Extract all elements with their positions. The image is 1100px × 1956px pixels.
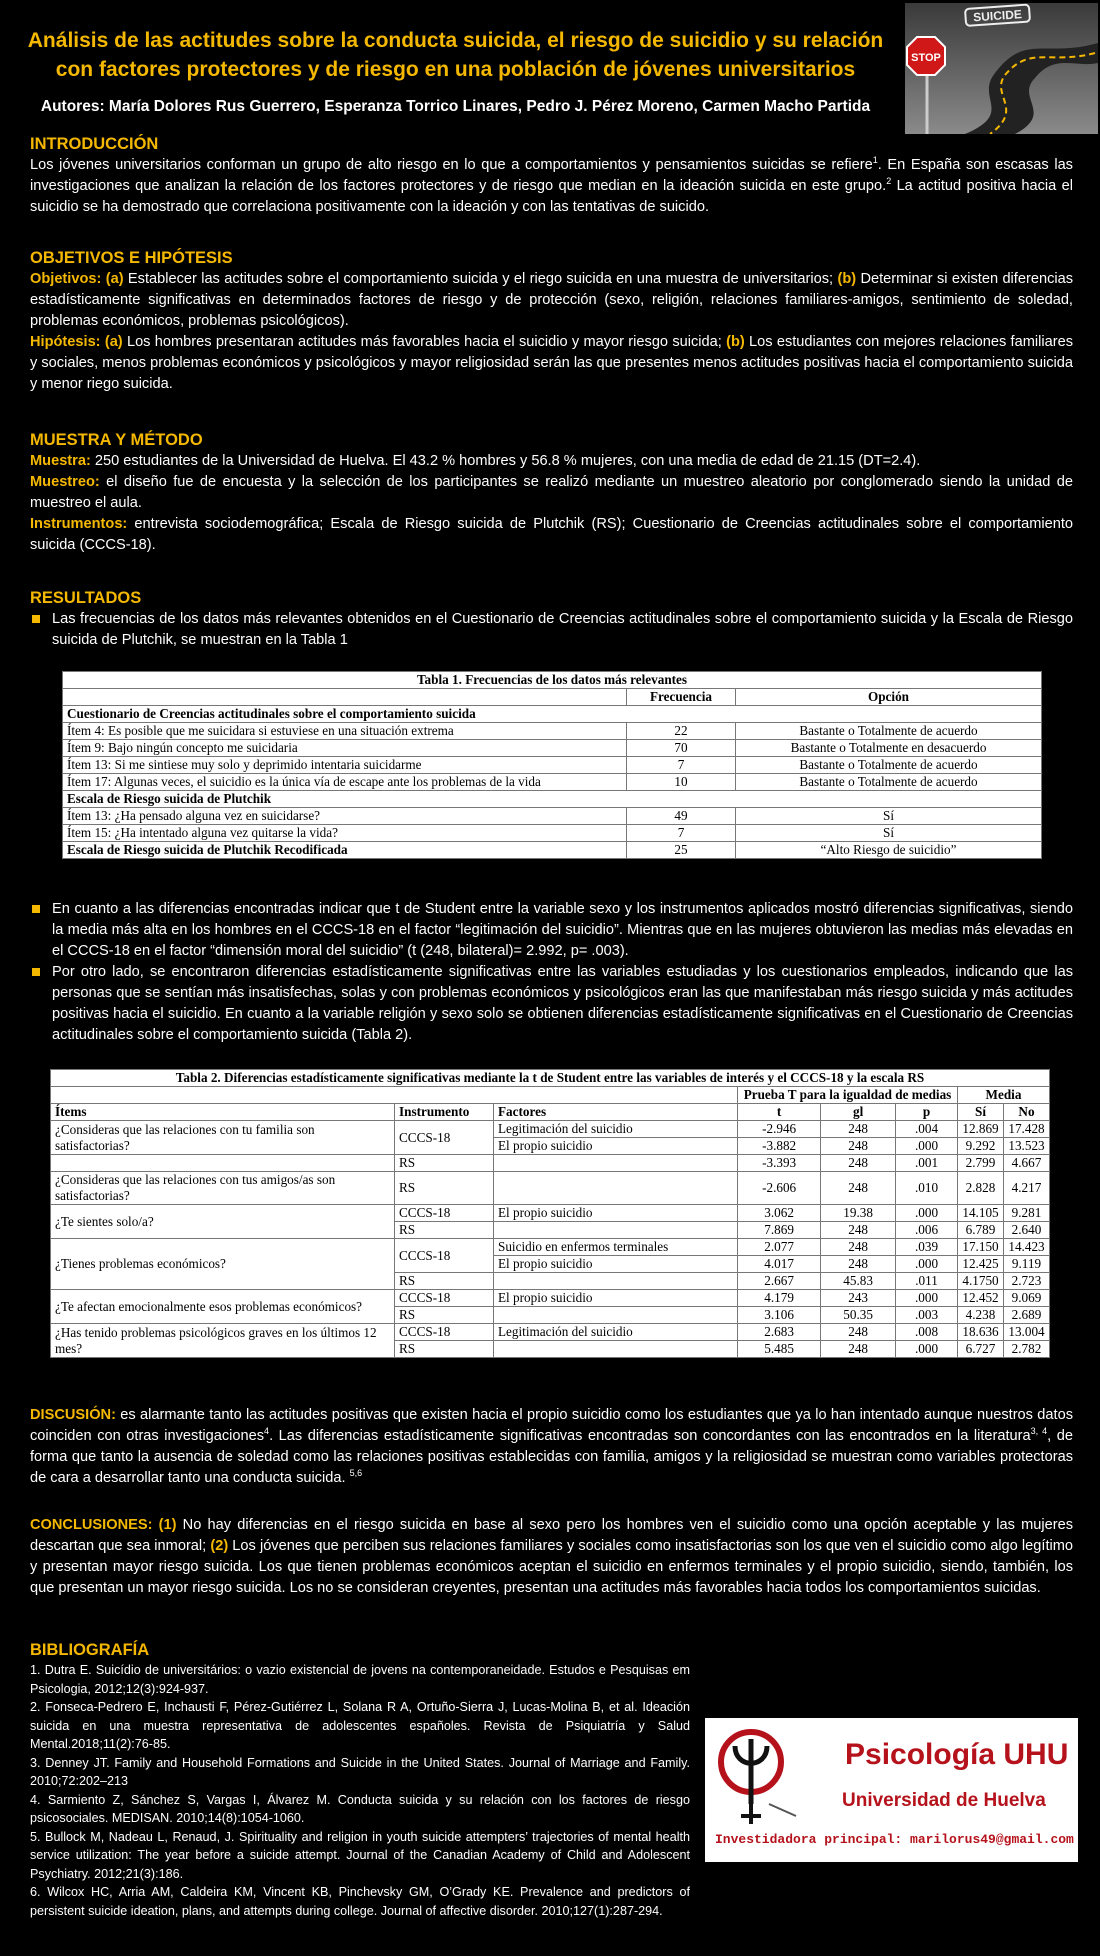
table-row: El propio suicidio 4.017 248 .000 12.425 9.119	[51, 1256, 1050, 1273]
method-heading: MUESTRA Y MÉTODO	[30, 431, 203, 449]
discussion-text: DISCUSIÓN: es alarmante tanto las actitudes positivas que existen hacia el propio suicidio como los estudiantes que ya lo han intentado aunque nuestros datos coinciden con otras investigaciones$^4$. Las diferencias estadísticamente significativas encontradas son concordantes con las encontrados en la literatura$^{3, 4}$, de forma que tanto la ausencia de soledad como las relaciones positivas establecidas con familia, amigos y la religiosidad se muestran como variables protectoras de cara a desarrollar tanto una conducta suicida. $^{5,6}$	[30, 1407, 1073, 1486]
table-row: Ítem 13: Si me sintiese muy solo y deprimido intentaria suicidarme 7 Bastante o Totalmente de acuerdo	[63, 757, 1042, 774]
table-row: ¿Has tenido problemas psicológicos graves en los últimos 12 mes? CCCS-18 Legitimación del suicidio 2.683 248 .008 18.636 13.004	[51, 1324, 1050, 1341]
table-row: RS 3.106 50.35 .003 4.238 2.689	[51, 1307, 1050, 1324]
intro-section	[30, 133, 1073, 218]
results-more	[30, 899, 1073, 1046]
logo-name: Psicología UHU	[845, 1738, 1069, 1771]
bibliography-ref: 3. Denney JT. Family and Household Formations and Suicide in the United States. Journal of Marriage and Family. 2010;72:202–213	[30, 1755, 690, 1788]
table-row: ¿Consideras que las relaciones con tus amigos/as son satisfactorias? RS -2.606 248 .010 2.828 4.217	[51, 1172, 1050, 1205]
objectives-section	[30, 247, 1073, 395]
table-row: RS 7.869 248 .006 6.789 2.640	[51, 1222, 1050, 1239]
table-1: Tabla 1. Frecuencias de los datos más relevantes Frecuencia Opción Cuestionario de Creencias actitudinales sobre el comportamiento suicida Ítem 4: Es posible que me suicidara si estuviese en una situación extrema 22 Bastante o Totalmente de acuerdo Ítem 9: Bajo ningún concepto me suicidaria 70 Bastante o Totalmente en desacuerdo Ítem 13: Si me sintiese muy solo y deprimido intentaria suicidarme 7 Bastante o Totalmente de acuerdo Ítem 17: Algunas veces, el suicidio es la única vía de escape ante los problemas de la vida 10 Bastante o Totalmente de acuerdo Escala de Riesgo suicida de Plutchik Ítem 13: ¿Ha pensado alguna vez en suicidarse? 49 Sí Ítem 15: ¿Ha intentado alguna vez quitarse la vida? 7 Sí Escala de Riesgo suicida de Plutchik Recodificada 25 “Alto Riesgo de suicidio”	[62, 671, 1042, 859]
bibliography-heading: BIBLIOGRAFÍA	[30, 1641, 150, 1659]
objectives-text: Objetivos: (a) Establecer las actitudes sobre el comportamiento suicida y el riego suicida en una muestra de universitarios; (b) Determinar si existen diferencias estadísticamente significativas en determinados factores de riesgo y de protección (sexo, religión, relaciones familiares-amigos, sentimiento de soledad, problemas económicos, problemas psicológicos).	[30, 271, 1074, 329]
table-2: Tabla 2. Diferencias estadísticamente significativas mediante la t de Student entre las variables de interés y el CCCS-18 y la escala RS Prueba T para la igualdad de medias Media Ítems Instrumento Factores t gl p Sí No ¿Consideras que las relaciones con tu familia son satisfactorias? CCCS-18 Legitimación del suicidio -2.946 248 .004 12.869 17.428 El propio suicidio -3.882 248 .000 9.292 13.523 RS -3.393 248 .001 2.799 4.667 ¿Consideras que las relaciones con tus amigos/as son satisfactorias? RS -2.606 248 .010 2.828 4.217 ¿Te sientes solo/a? CCCS-18 El propio suicidio 3.062 19.38 .000 14.105 9.281 RS 7.869 248 .006 6.789 2.640 ¿Tienes problemas económicos? CCCS-18 Suicidio en enfermos terminales 2.077 248 .039 17.150 14.423 El propio suicidio 4.017 248 .000 12.425 9.119 RS 2.667 45.83 .011 4.1750 2.723 ¿Te afectan emocionalmente esos problemas económicos? CCCS-18 El propio suicidio 4.179 243 .000 12.452 9.069 RS 3.106 50.35 .003 4.238 2.689 ¿Has tenido problemas psicológicos graves en los últimos 12 mes? CCCS-18 Legitimación del suicidio 2.683 248 .008 18.636 13.004 RS 5.485 248 .000 6.727 2.782	[50, 1069, 1050, 1358]
suicide-sign-text: SUICIDE	[972, 7, 1023, 25]
table-row: ¿Te afectan emocionalmente esos problemas económicos? CCCS-18 El propio suicidio 4.179 243 .000 12.452 9.069	[51, 1290, 1050, 1307]
conclusions-text: CONCLUSIONES: (1) No hay diferencias en el riesgo suicida en base al sexo pero los hombres ven el suicidio como una opción aceptable y las mujeres descartan que sea inmoral; (2) Los jóvenes que perciben sus relaciones familiares y sociales como insatisfactorias son los que ven el suicidio como algo legítimo y presentan mayor riesgo suicida. Los que tienen problemas económicos aceptan el suicidio en enfermos terminales y el propio suicidio, siendo, también, los que presentan un mayor riesgo suicida. Los no se consideran creyentes, presentan una actitudes más favorables hacia todos los comportamientos suicidas.	[30, 1517, 1074, 1596]
psi-symbol-icon	[711, 1724, 801, 1834]
discussion-section	[30, 1405, 1073, 1489]
suicide-road-image	[905, 3, 1098, 134]
bibliography-ref: 4. Sarmiento Z, Sánchez S, Vargas I, Álvarez M. Conducta suicida y su relación con los factores de riesgo psicosociales. MEDISAN. 2010;14(8):1054-1060.	[30, 1792, 690, 1825]
psicologia-uhu-logo	[705, 1718, 1078, 1862]
bibliography-ref: 6. Wilcox HC, Arria AM, Caldeira KM, Vincent KB, Pinchevsky GM, O’Grady KE. Prevalence and predictors of persistent suicide ideation, plans, and attempts during college. Journal of affective disorder. 2010;127(1):287-294.	[30, 1885, 690, 1918]
stop-sign-text: STOP	[911, 52, 941, 64]
instruments-text: Instrumentos: entrevista sociodemográfica; Escala de Riesgo suicida de Plutchik (RS); Cuestionario de Creencias actitudinales sobre el comportamiento suicida (CCCS-18).	[30, 516, 1073, 553]
table-1-caption: Tabla 1. Frecuencias de los datos más relevantes	[63, 672, 1042, 689]
bibliography-ref: 5. Bullock M, Nadeau L, Renaud, J. Spirituality and religion in youth suicide attempters’ trajectories of mental health service utilization: The year before a suicide attempt. Journal of the Canadian Academy of Child and Adolescent Psychiatry. 2012;21(3):186.	[30, 1829, 690, 1881]
hypothesis-text: Hipótesis: (a) Los hombres presentaran actitudes más favorables hacia el suicidio y mayor riesgo suicida; (b) Los estudiantes con mejores relaciones familiares y sociales, menos problemas económicos y psicológicos y mayor religiosidad serán las que presentes menos actitudes positivas hacia el comportamiento suicida y menor riego suicida.	[30, 334, 1073, 392]
intro-heading: INTRODUCCIÓN	[30, 135, 159, 153]
sample-text: Muestra: 250 estudiantes de la Universidad de Huelva. El 43.2 % hombres y 56.8 % mujeres, con una media de edad de 21.15 (DT=2.4).	[30, 453, 921, 469]
results-heading: RESULTADOS	[30, 589, 142, 607]
table-row: Escala de Riesgo suicida de Plutchik Recodificada 25 “Alto Riesgo de suicidio”	[63, 842, 1042, 859]
results-bullet-3: Por otro lado, se encontraron diferencias estadísticamente significativas entre las variables estudiadas y los cuestionarios empleados, indicando que las personas que se sentían más insatisfechas, solas y con problemas económicos y psicológicos eran las que manifestaban más riesgo suicida y más actitudes positivas hacia el suicidio. En cuanto a la variable religión y sexo solo se obtienen diferencias estadísticamente significativas en el Cuestionario de Creencias actitudinales sobre el comportamiento suicida (Tabla 2).	[30, 962, 1073, 1046]
results-bullet-2: En cuanto a las diferencias encontradas indicar que t de Student entre la variable sexo y los instrumentos aplicados mostró diferencias significativas, siendo la media más alta en los hombres en el CCCS-18 en el factor “legitimación del suicidio”. Mientras que en las mujeres obtuvieron las medias más elevadas en el CCCS-18 en el factor “dimensión moral del suicidio” (t (248, bilateral)= 2.992, p= .003).	[30, 899, 1073, 962]
table-2-caption: Tabla 2. Diferencias estadísticamente significativas mediante la t de Student entre las variables de interés y el CCCS-18 y la escala RS	[51, 1070, 1050, 1087]
table-row: ¿Consideras que las relaciones con tu familia son satisfactorias? CCCS-18 Legitimación del suicidio -2.946 248 .004 12.869 17.428	[51, 1121, 1050, 1138]
table-row: Ítem 4: Es posible que me suicidara si estuviese en una situación extrema 22 Bastante o Totalmente de acuerdo	[63, 723, 1042, 740]
table-1-group: Escala de Riesgo suicida de Plutchik	[63, 791, 1042, 808]
bibliography-ref: 1. Dutra E. Suicídio de universitários: o vazio existencial de jovens na contemporaneidade. Estudos e Pesquisas em Psicologia, 2012;12(3):924-937.	[30, 1663, 690, 1696]
table-row: Ítem 9: Bajo ningún concepto me suicidaria 70 Bastante o Totalmente en desacuerdo	[63, 740, 1042, 757]
conclusions-section	[30, 1515, 1073, 1599]
table-row: Ítem 13: ¿Ha pensado alguna vez en suicidarse? 49 Sí	[63, 808, 1042, 825]
table-row: RS 2.667 45.83 .011 4.1750 2.723	[51, 1273, 1050, 1290]
table-row: Ítem 17: Algunas veces, el suicidio es la única vía de escape ante los problemas de la vida 10 Bastante o Totalmente de acuerdo	[63, 774, 1042, 791]
authors-line: Autores: María Dolores Rus Guerrero, Esperanza Torrico Linares, Pedro J. Pérez Moreno, Carmen Macho Partida	[40, 98, 871, 115]
bibliography-ref: 2. Fonseca-Pedrero E, Inchausti F, Pérez-Gutiérrez L, Solana R A, Ortuño-Sierra J, Lucas-Molina B, et al. Ideación suicida en una muestra representativa de adolescentes españoles. Revista de Psiquiatría y Salud Mental.2018;11(2):76-85.	[30, 1700, 690, 1751]
bibliography-section	[30, 1639, 690, 1920]
intro-text: Los jóvenes universitarios conforman un grupo de alto riesgo en lo que a comportamientos y pensamientos suicidas se refiere$^1$. En España son escasas las investigaciones que analizan la relación de los factores protectores y de riesgo que median en la ideación suicida en este grupo.$^2$ La actitud positiva hacia el suicidio se ha demostrado que correlaciona positivamente con la ideación y con las tentativas de suicido.	[30, 155, 1073, 215]
method-section	[30, 429, 1073, 556]
table-row: ¿Tienes problemas económicos? CCCS-18 Suicidio en enfermos terminales 2.077 248 .039 17.150 14.423	[51, 1239, 1050, 1256]
table-row: El propio suicidio -3.882 248 .000 9.292 13.523	[51, 1138, 1050, 1155]
sampling-text: Muestreo: el diseño fue de encuesta y la selección de los participantes se realizó mediante un muestreo aleatorio por conglomerado siendo la unidad de muestreo el aula.	[30, 474, 1073, 511]
objectives-heading: OBJETIVOS E HIPÓTESIS	[30, 249, 233, 267]
logo-contact: Investidadora principal: marilorus49@gmail.com	[715, 1832, 1074, 1847]
table-1-group: Cuestionario de Creencias actitudinales sobre el comportamiento suicida	[63, 706, 1042, 723]
poster-title: Análisis de las actitudes sobre la conducta suicida, el riesgo de suicidio y su relación con factores protectores y de riesgo en una población de jóvenes universitarios	[27, 29, 884, 81]
results-bullet-1: Las frecuencias de los datos más relevantes obtenidos en el Cuestionario de Creencias actitudinales sobre el comportamiento suicida y la Escala de Riesgo suicida de Plutchik, se muestran en la Tabla 1	[30, 609, 1073, 651]
table-row: Ítem 15: ¿Ha intentado alguna vez quitarse la vida? 7 Sí	[63, 825, 1042, 842]
logo-university: Universidad de Huelva	[842, 1790, 1046, 1811]
table-row: RS -3.393 248 .001 2.799 4.667	[51, 1155, 1050, 1172]
table-row: RS 5.485 248 .000 6.727 2.782	[51, 1341, 1050, 1358]
table-row: ¿Te sientes solo/a? CCCS-18 El propio suicidio 3.062 19.38 .000 14.105 9.281	[51, 1205, 1050, 1222]
results-section	[30, 587, 1073, 651]
